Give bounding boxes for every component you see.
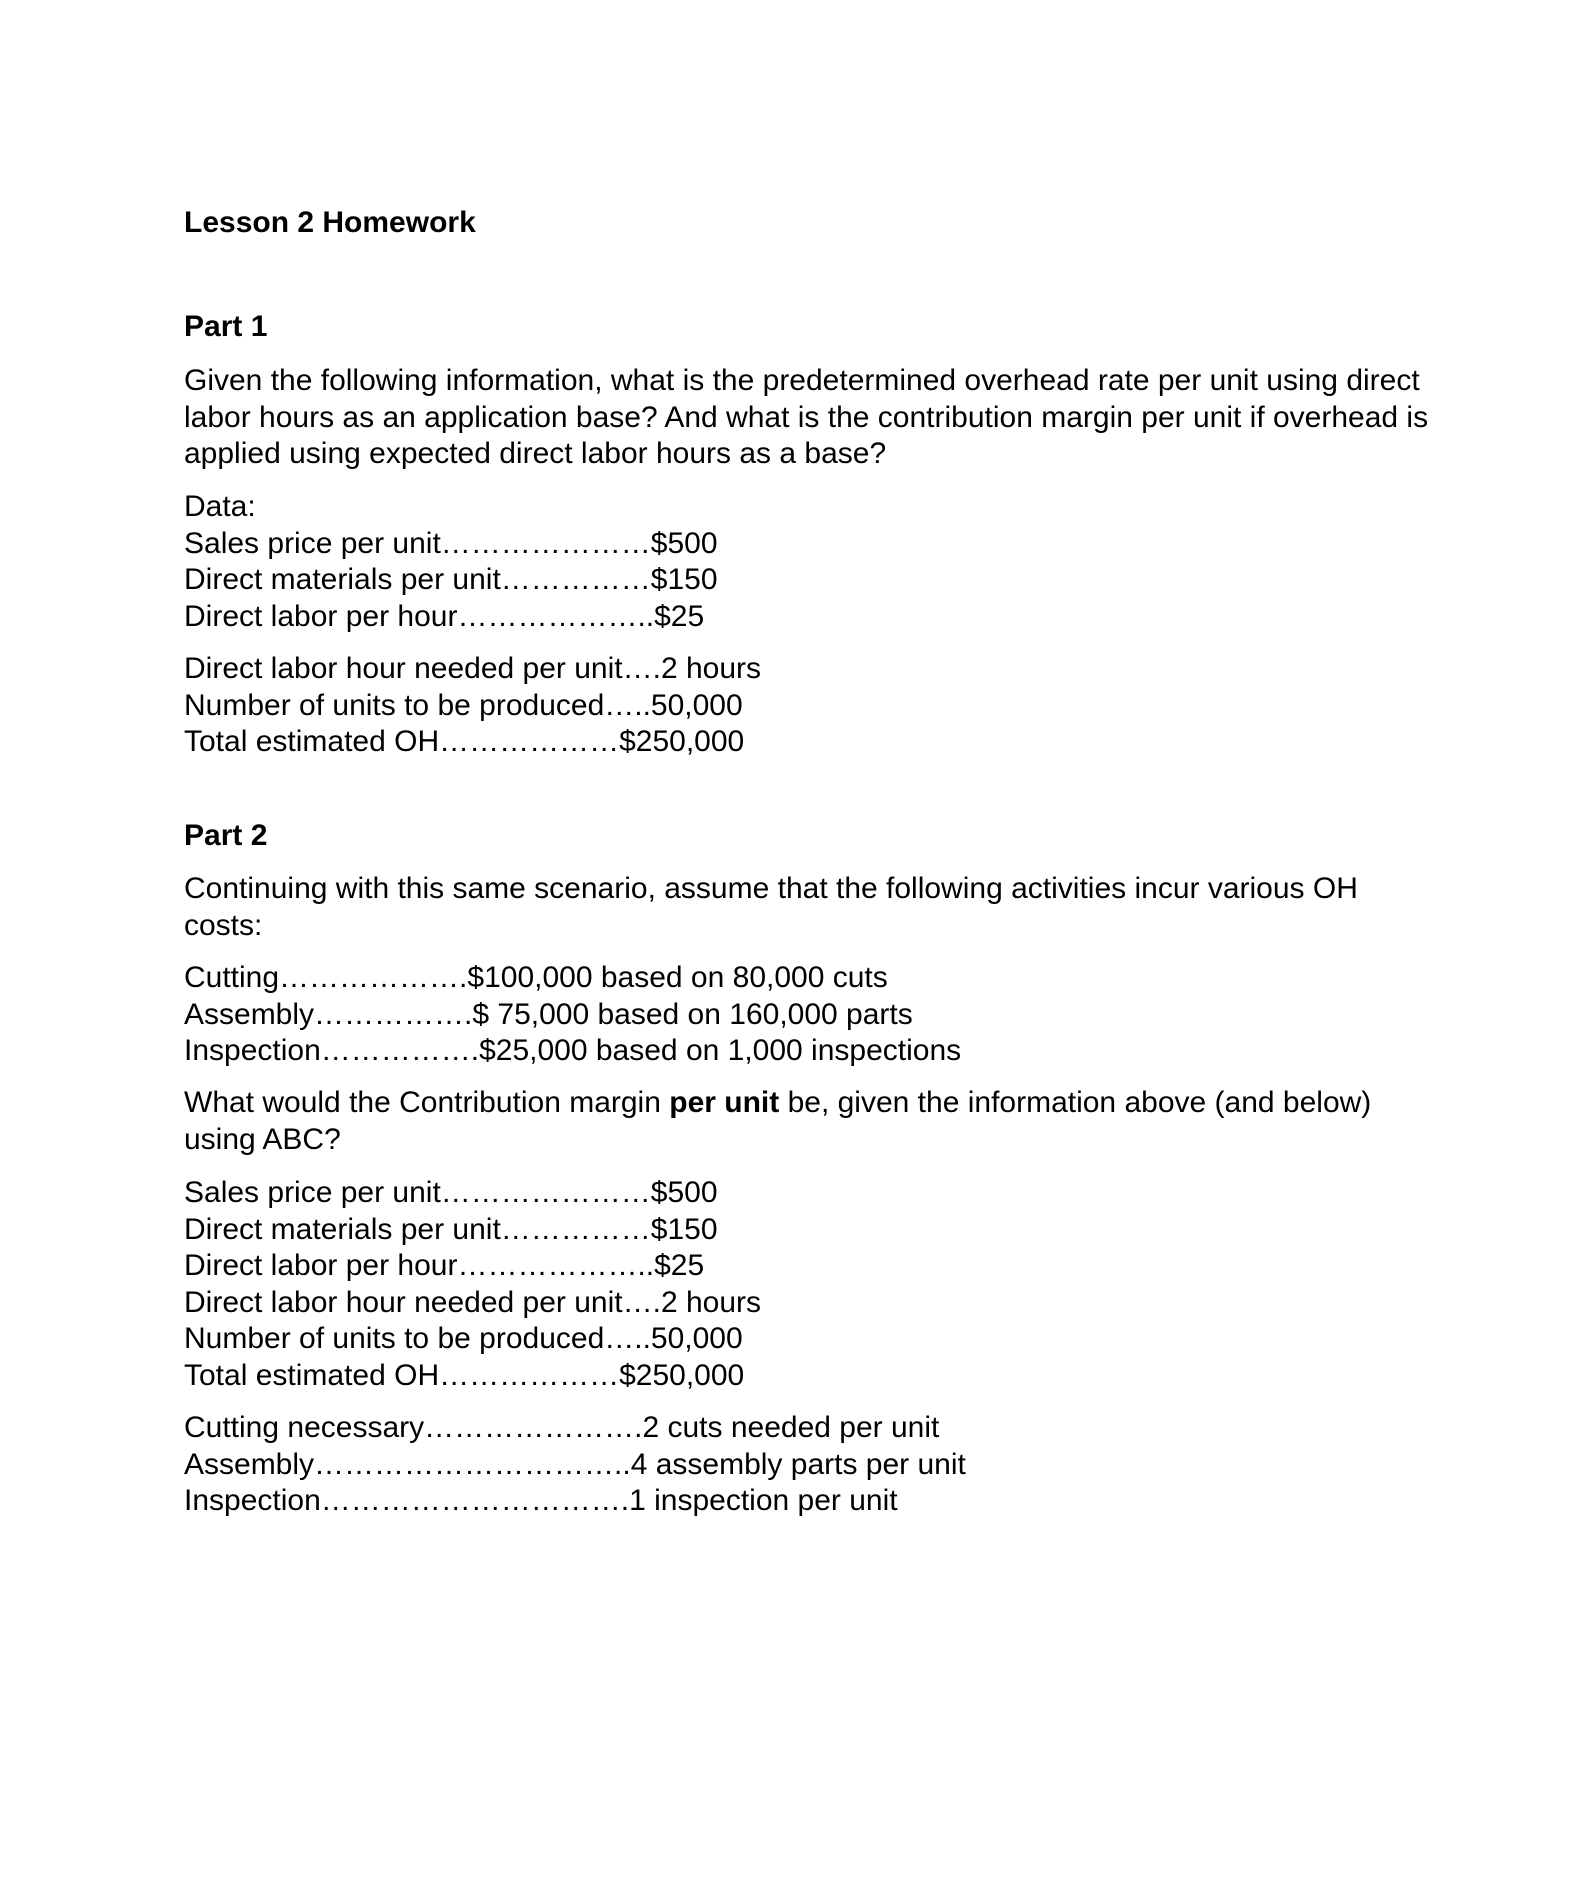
part2-heading: Part 2 xyxy=(184,819,268,852)
question-text: be, given the information above (and below) using ABC? xyxy=(184,1086,1372,1156)
data-line: Direct labor per hour………………..$25 xyxy=(184,1249,705,1282)
part1-question: Given the following information, what is the predetermined overhead rate per unit using direct labor hours as an application base? And what is the contribution margin per unit if overhead is applied using expected direct labor hours as a base? xyxy=(184,364,1429,470)
part1-heading: Part 1 xyxy=(184,310,268,343)
data-line: Direct labor hour needed per unit….2 hours xyxy=(184,1285,762,1319)
data-line: Number of units to be produced…..50,000 xyxy=(184,1322,743,1355)
activity-requirement-line: Cutting necessary………………….2 cuts needed per unit xyxy=(184,1411,940,1444)
activity-line: Assembly…………….$ 75,000 based on 160,000 parts xyxy=(184,997,913,1031)
question-text: What would the Contribution margin xyxy=(184,1086,670,1119)
data-line: Sales price per unit…………………$500 xyxy=(184,1176,718,1209)
part2-question xyxy=(184,1085,1434,1158)
part1-data-block-2 xyxy=(184,651,761,761)
data-line: Total estimated OH………………$250,000 xyxy=(184,725,745,758)
part2-data-block xyxy=(184,1175,761,1394)
document-title: Lesson 2 Homework xyxy=(184,206,476,239)
part1-data-block xyxy=(184,489,718,635)
data-line: Direct labor hour needed per unit….2 hours xyxy=(184,652,762,685)
activity-line: Inspection…………….$25,000 based on 1,000 inspections xyxy=(184,1034,962,1067)
question-emphasis: per unit xyxy=(669,1086,780,1119)
data-line: Number of units to be produced…..50,000 xyxy=(184,688,743,722)
activity-requirement-line: Assembly…………………………..4 assembly parts per unit xyxy=(184,1447,966,1481)
part2-activities xyxy=(184,960,961,1070)
part1-data-label: Data: xyxy=(184,490,256,523)
data-line: Direct materials per unit……………$150 xyxy=(184,1212,718,1246)
data-line: Sales price per unit…………………$500 xyxy=(184,526,718,560)
activity-line: Cutting……………….$100,000 based on 80,000 cuts xyxy=(184,961,888,994)
data-line: Direct labor per hour………………..$25 xyxy=(184,599,705,633)
activity-requirement-line: Inspection………………………….1 inspection per unit xyxy=(184,1484,898,1517)
part2-intro: Continuing with this same scenario, assume that the following activities incur various OH costs: xyxy=(184,872,1358,942)
data-line: Direct materials per unit……………$150 xyxy=(184,563,718,596)
data-line: Total estimated OH………………$250,000 xyxy=(184,1358,745,1392)
part2-activity-requirements xyxy=(184,1410,966,1520)
